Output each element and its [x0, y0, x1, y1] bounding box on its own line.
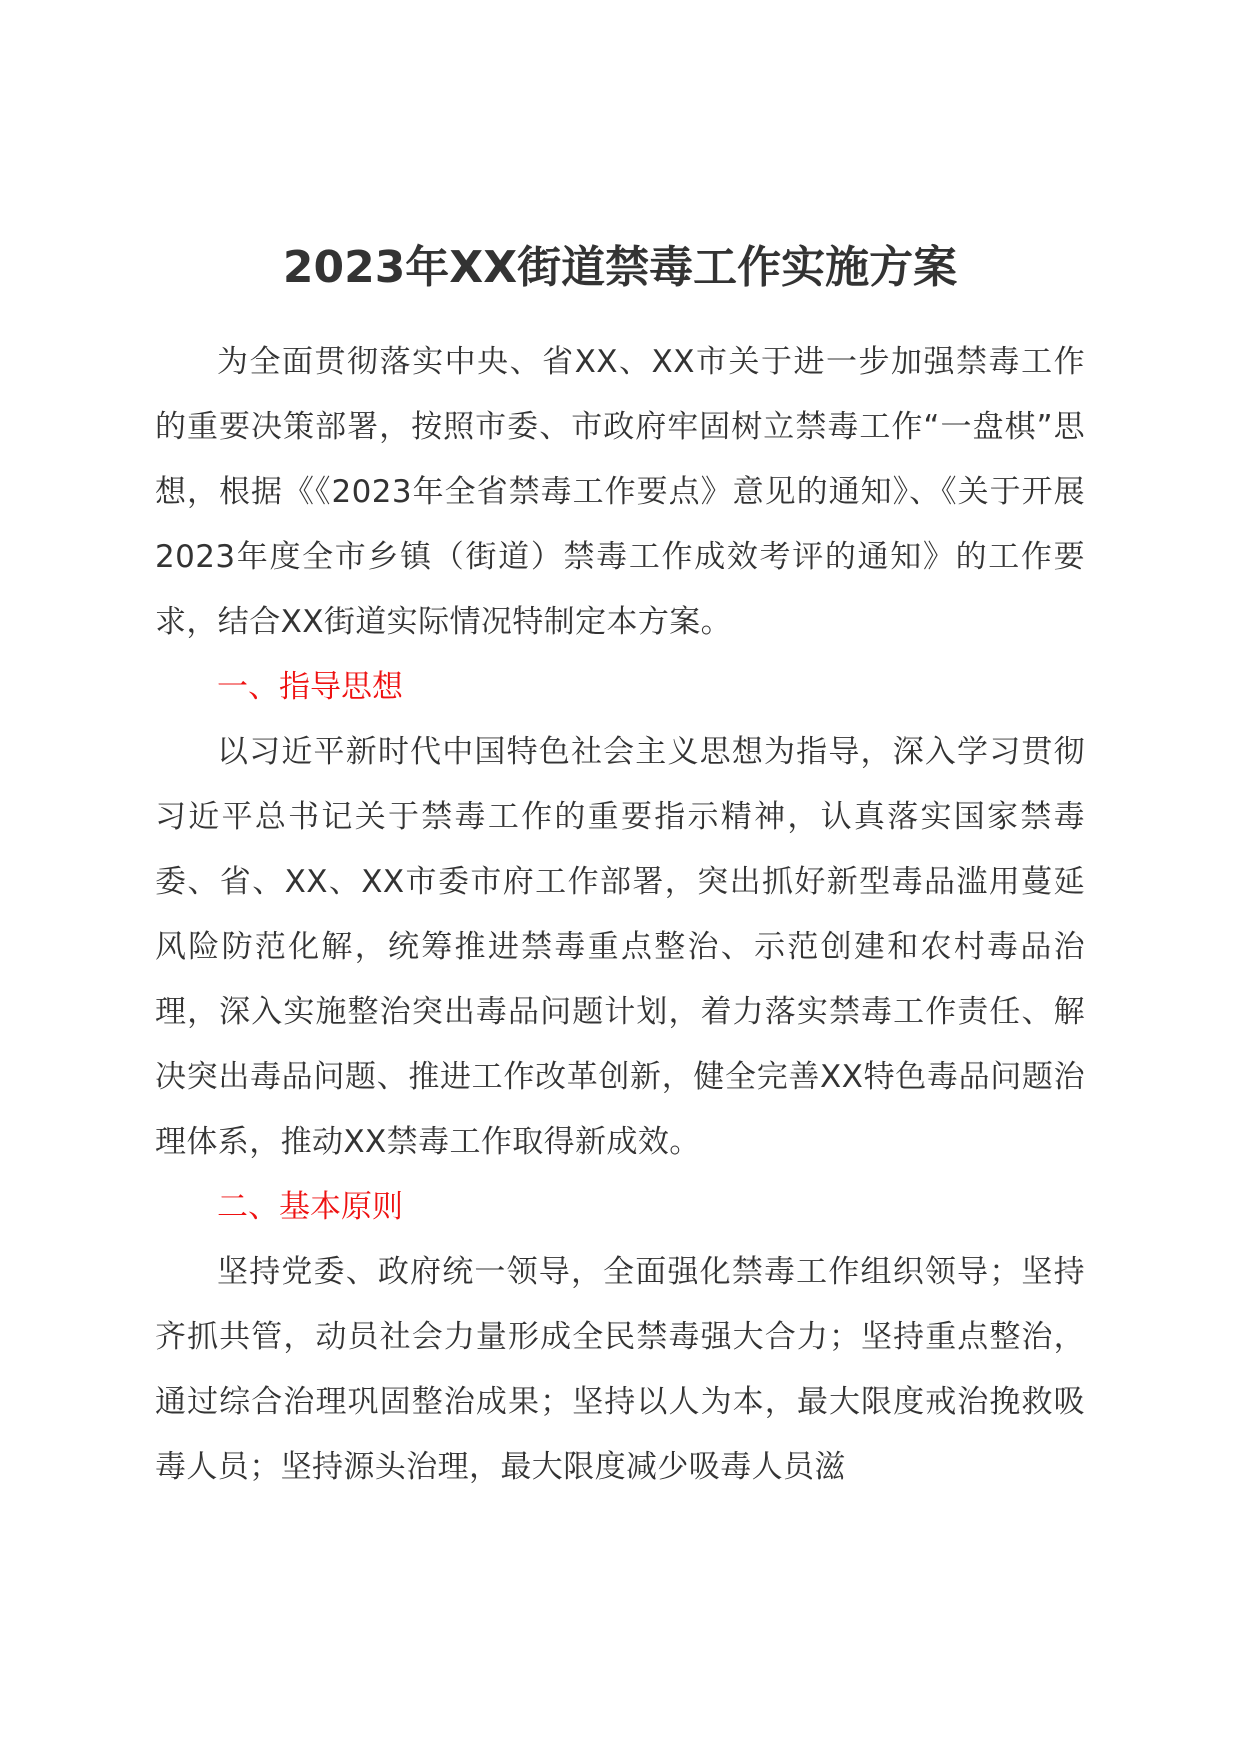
section-heading-guiding-ideology: 一、指导思想 [217, 669, 403, 705]
intro-paragraph: 为全面贯彻落实中央、省XX、XX市关于进一步加强禁毒工作的重要决策部署，按照市委、市政府牢固树立禁毒工作“一盘棋”思想，根据《《2023年全省禁毒工作要点》意见的通知》、《关于开展2023年度全市乡镇（街道）禁毒工作成效考评的通知》的工作要求，结合XX街道实际情况特制定本方案。 [155, 344, 1085, 640]
document-body [155, 330, 1085, 1500]
basic-principles-paragraph: 坚持党委、政府统一领导，全面强化禁毒工作组织领导；坚持齐抓共管，动员社会力量形成全民禁毒强大合力；坚持重点整治，通过综合治理巩固整治成果；坚持以人为本，最大限度戒治挽救吸毒人员；坚持源头治理，最大限度减少吸毒人员滋 [155, 1254, 1085, 1485]
document-title: 2023年XX街道禁毒工作实施方案 [282, 242, 958, 293]
guiding-ideology-paragraph: 以习近平新时代中国特色社会主义思想为指导，深入学习贯彻习近平总书记关于禁毒工作的重要指示精神，认真落实国家禁毒委、省、XX、XX市委市府工作部署，突出抓好新型毒品滥用蔓延风险防范化解，统筹推进禁毒重点整治、示范创建和农村毒品治理，深入实施整治突出毒品问题计划，着力落实禁毒工作责任、解决突出毒品问题、推进工作改革创新，健全完善XX特色毒品问题治理体系，推动XX禁毒工作取得新成效。 [155, 734, 1085, 1160]
section-heading-basic-principles: 二、基本原则 [217, 1189, 403, 1225]
